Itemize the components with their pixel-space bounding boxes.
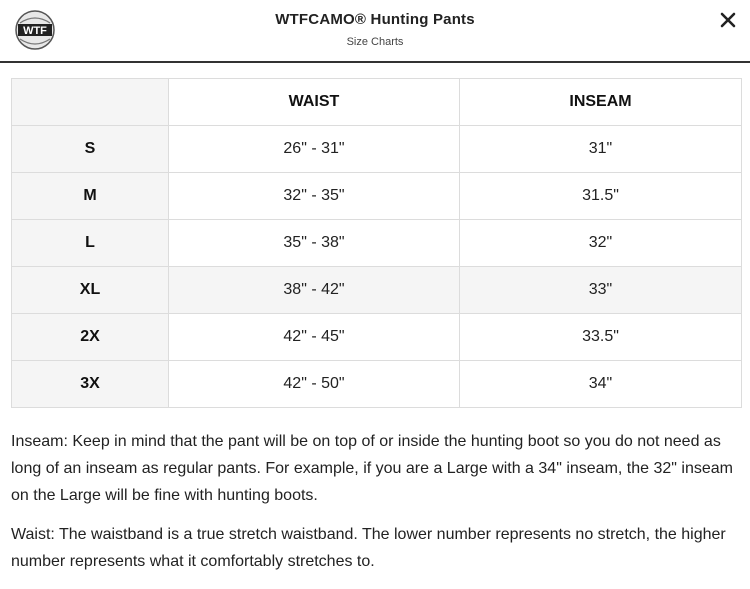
inseam-cell: 31" [460, 126, 742, 173]
table-row [12, 267, 742, 314]
waist-cell: 42" - 45" [169, 314, 460, 361]
waist-cell: 38" - 42" [169, 267, 460, 314]
size-cell: L [12, 220, 169, 267]
modal-header [0, 0, 750, 63]
table-row [12, 314, 742, 361]
size-notes [11, 428, 736, 587]
inseam-cell: 31.5" [460, 173, 742, 220]
waist-cell: 35" - 38" [169, 220, 460, 267]
table-row [12, 126, 742, 173]
table-row [12, 220, 742, 267]
inseam-cell: 33.5" [460, 314, 742, 361]
inseam-cell: 34" [460, 361, 742, 408]
table-row [12, 173, 742, 220]
waist-cell: 42" - 50" [169, 361, 460, 408]
logo-text: WTF [23, 25, 47, 37]
column-header-inseam: INSEAM [460, 79, 742, 126]
size-cell: XL [12, 267, 169, 314]
close-icon[interactable] [718, 10, 738, 30]
inseam-note: Inseam: Keep in mind that the pant will be on top of or inside the hunting boot so you do not need as long of an inseam as regular pants. For example, if you are a Large with a 34" inseam, the 32" inseam on the Large will be fine with hunting boots. [11, 433, 733, 504]
waist-cell: 26" - 31" [169, 126, 460, 173]
waist-cell: 32" - 35" [169, 173, 460, 220]
inseam-cell: 32" [460, 220, 742, 267]
column-header-size [12, 79, 169, 126]
size-cell: S [12, 126, 169, 173]
column-header-waist: WAIST [169, 79, 460, 126]
size-cell: M [12, 173, 169, 220]
size-cell: 2X [12, 314, 169, 361]
table-header-row [12, 79, 742, 126]
table-row [12, 361, 742, 408]
page-subtitle: Size Charts [346, 36, 404, 48]
page-title: WTFCAMO® Hunting Pants [275, 11, 475, 28]
waist-note: Waist: The waistband is a true stretch waistband. The lower number represents no stretch, the higher number represents what it comfortably stretches to. [11, 526, 726, 570]
size-cell: 3X [12, 361, 169, 408]
inseam-cell: 33" [460, 267, 742, 314]
size-chart-table [11, 78, 742, 408]
